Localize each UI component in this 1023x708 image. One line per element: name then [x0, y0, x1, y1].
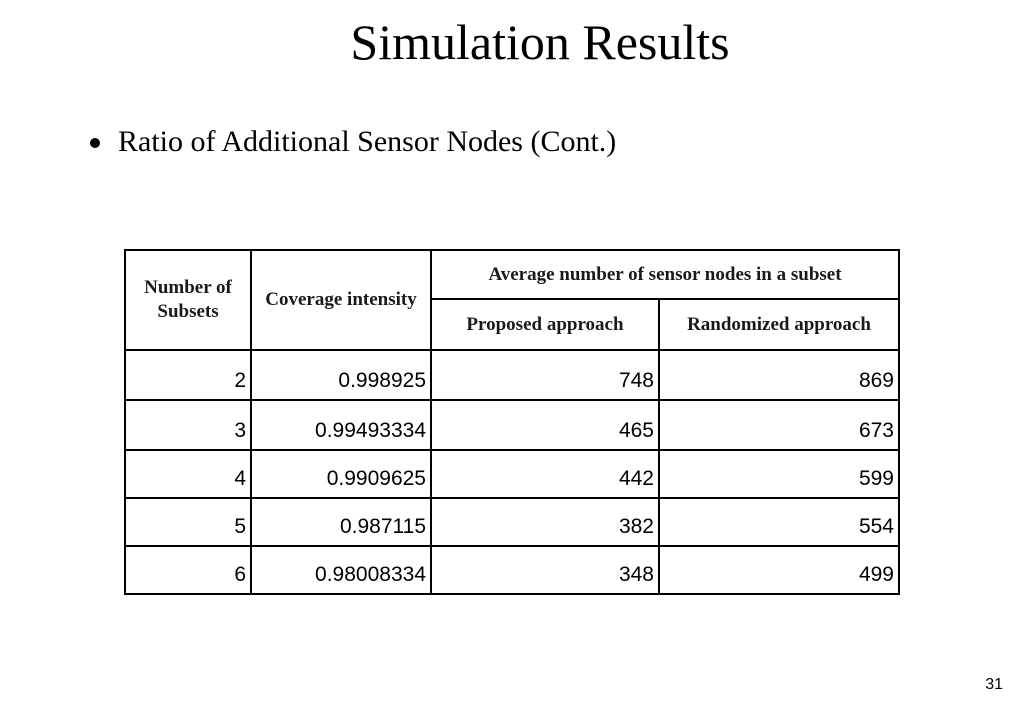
cell-proposed: 348 — [431, 546, 659, 594]
cell-randomized: 869 — [659, 350, 899, 400]
table-row — [125, 498, 899, 546]
cell-randomized: 599 — [659, 450, 899, 498]
table-row — [125, 450, 899, 498]
header-coverage-intensity: Coverage intensity — [251, 250, 431, 350]
header-proposed-approach: Proposed approach — [431, 299, 659, 350]
header-average-group: Average number of sensor nodes in a subset — [431, 250, 899, 299]
table-row — [125, 350, 899, 400]
cell-proposed: 442 — [431, 450, 659, 498]
cell-subsets: 6 — [125, 546, 251, 594]
cell-coverage: 0.987115 — [251, 498, 431, 546]
bullet-icon — [90, 138, 100, 148]
results-table — [124, 249, 900, 595]
bullet-item — [90, 122, 616, 162]
cell-coverage: 0.998925 — [251, 350, 431, 400]
cell-subsets: 5 — [125, 498, 251, 546]
cell-coverage: 0.98008334 — [251, 546, 431, 594]
cell-randomized: 499 — [659, 546, 899, 594]
cell-proposed: 748 — [431, 350, 659, 400]
cell-subsets: 4 — [125, 450, 251, 498]
bullet-text: Ratio of Additional Sensor Nodes (Cont.) — [118, 125, 617, 158]
table-row — [125, 400, 899, 450]
cell-coverage: 0.9909625 — [251, 450, 431, 498]
cell-subsets: 3 — [125, 400, 251, 450]
header-randomized-approach: Randomized approach — [659, 299, 899, 350]
header-number-of-subsets: Number of Subsets — [125, 250, 251, 350]
cell-subsets: 2 — [125, 350, 251, 400]
cell-coverage: 0.99493334 — [251, 400, 431, 450]
cell-randomized: 673 — [659, 400, 899, 450]
cell-proposed: 465 — [431, 400, 659, 450]
slide-title: Simulation Results — [350, 14, 730, 70]
cell-proposed: 382 — [431, 498, 659, 546]
page-number: 31 — [985, 676, 1003, 693]
cell-randomized: 554 — [659, 498, 899, 546]
table-row — [125, 546, 899, 594]
